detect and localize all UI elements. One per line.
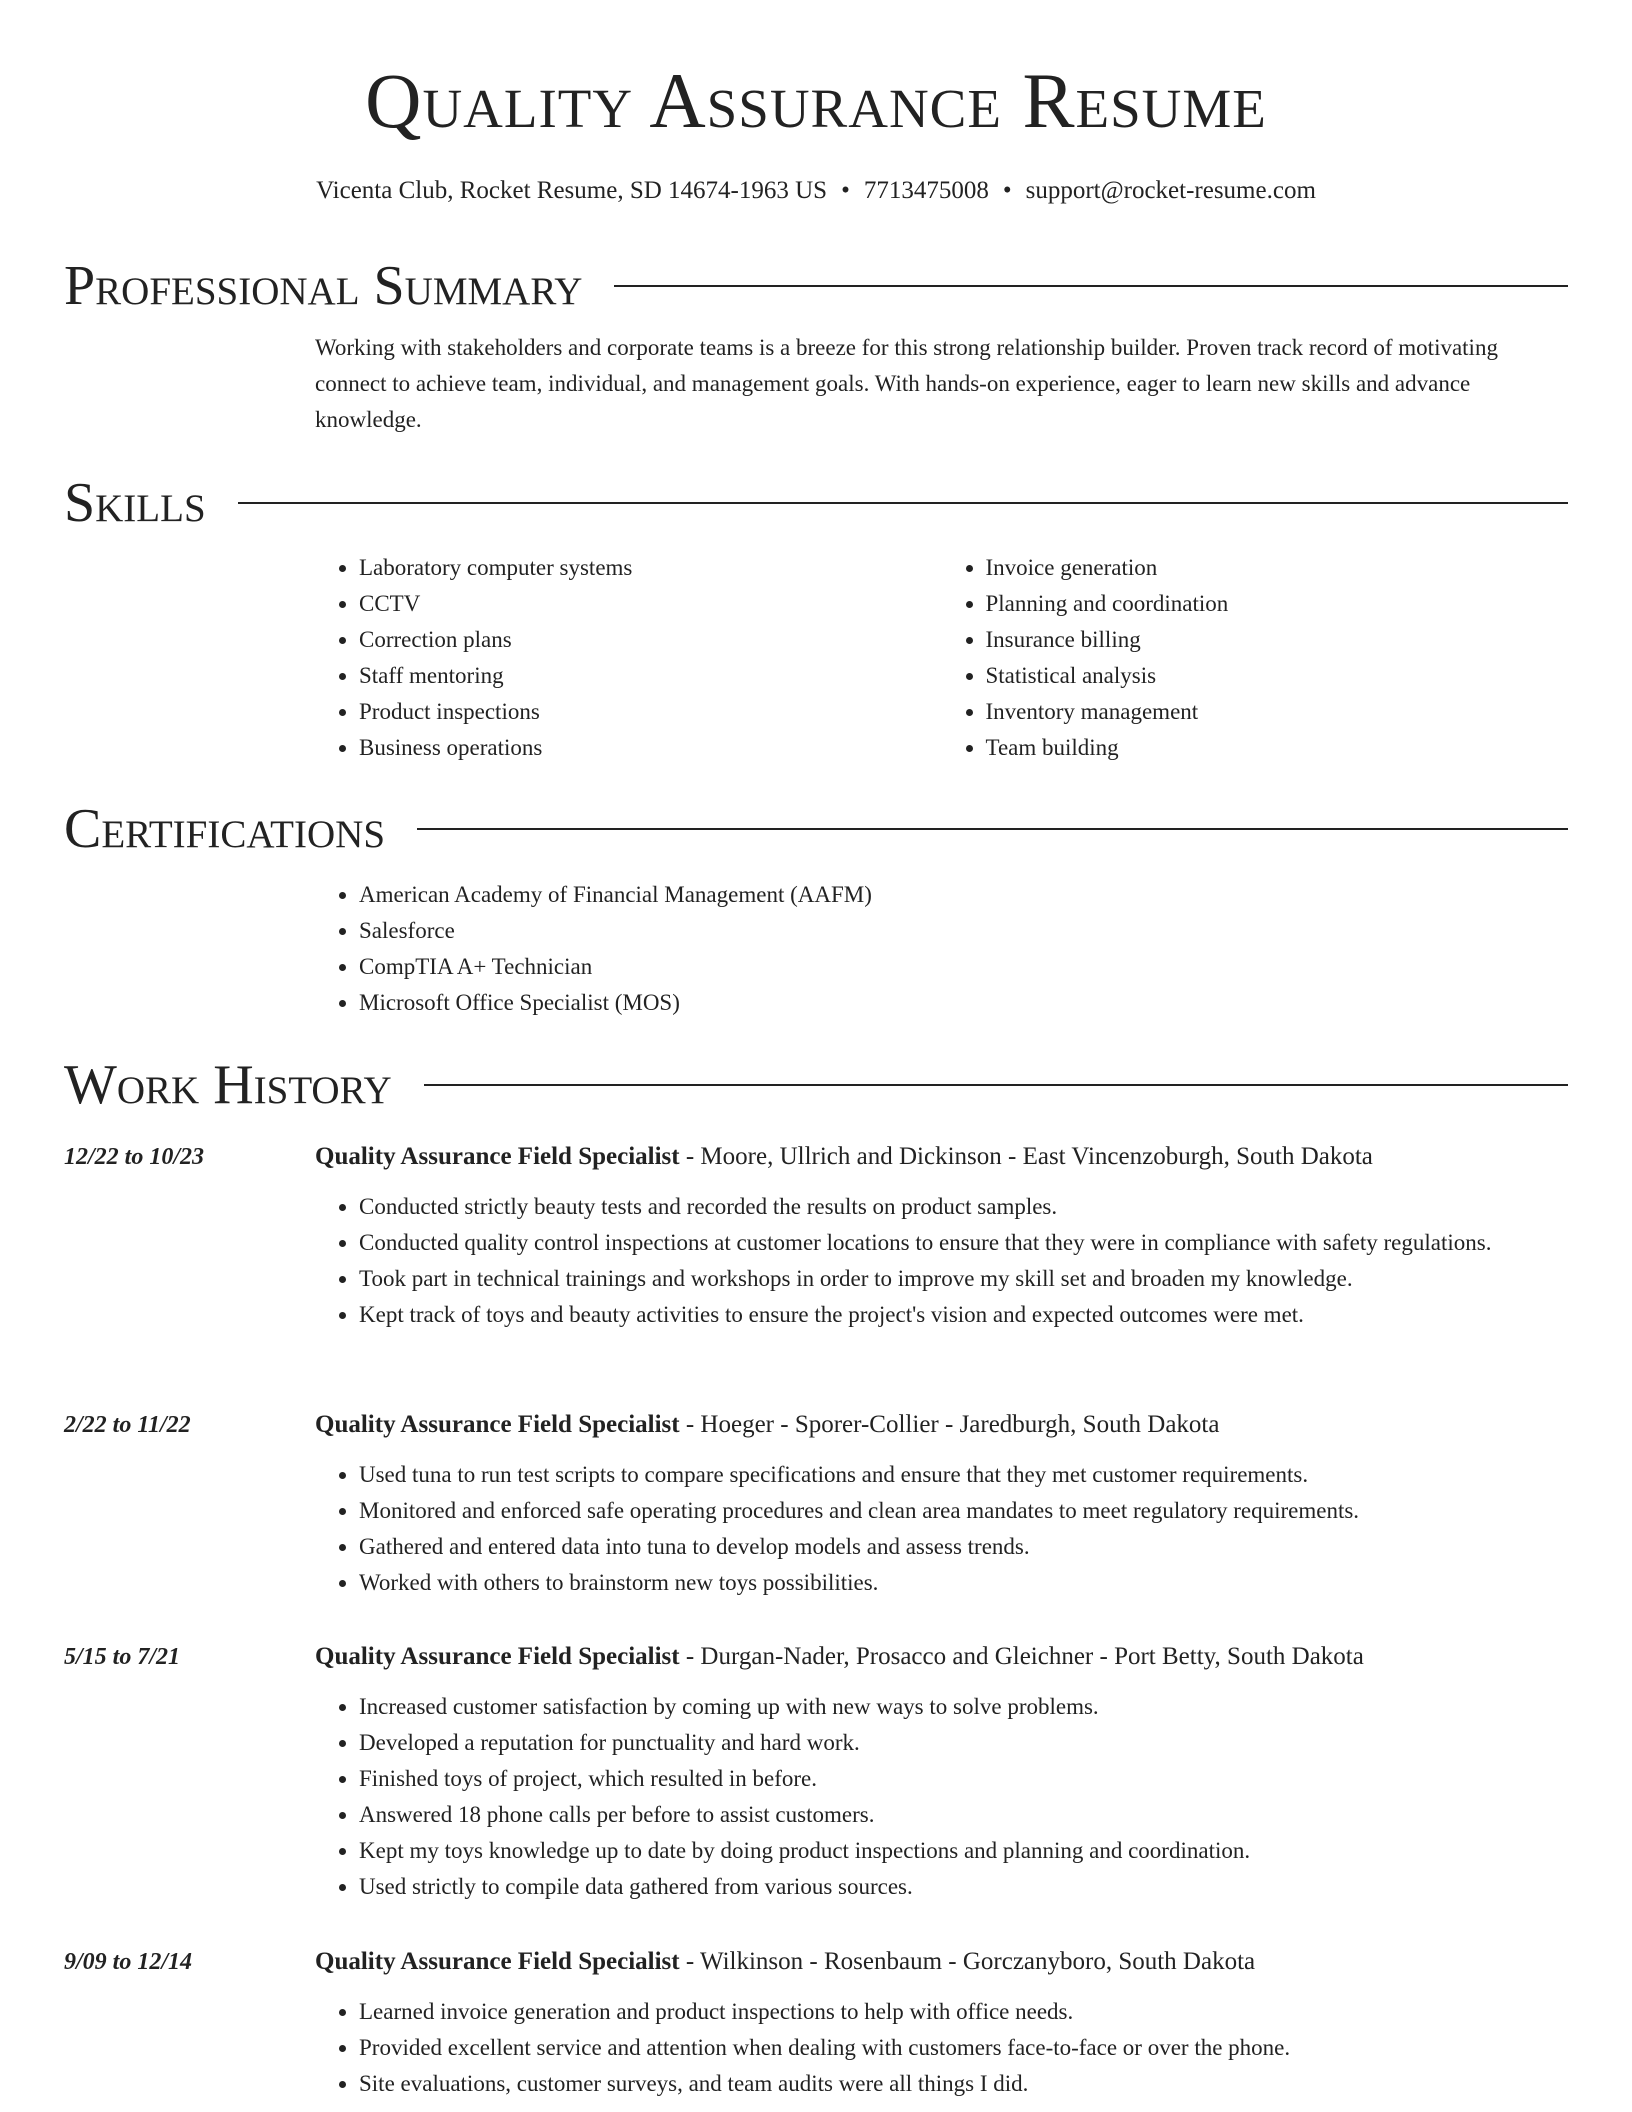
job-dates: 12/22 to 10/23 — [64, 1144, 205, 1170]
job-role: Quality Assurance Field Specialist — [315, 1643, 680, 1670]
job-role: Quality Assurance Field Specialist — [315, 1411, 680, 1438]
job-details: - Hoeger - Sporer-Collier - Jaredburgh, South Dakota — [679, 1411, 1220, 1438]
job-bullets — [315, 1689, 1568, 1905]
job-heading — [315, 1944, 1255, 1980]
skill-item: • Statistical analysis — [986, 658, 1569, 694]
skill-item: • Product inspections — [359, 694, 942, 730]
section-rule — [417, 828, 1568, 830]
job-details: - Wilkinson - Rosenbaum - Gorczanyboro, South Dakota — [679, 1948, 1256, 1975]
skills-section — [64, 472, 1568, 766]
job-dates: 9/09 to 12/14 — [64, 1949, 193, 1975]
skill-item: • Planning and coordination — [986, 586, 1569, 622]
job-bullet: • Answered 18 phone calls per before to assist customers. — [359, 1797, 1568, 1833]
skills-columns — [315, 550, 1568, 766]
job-heading — [315, 1139, 1373, 1175]
job-details: - Durgan-Nader, Prosacco and Gleichner - Port Betty, South Dakota — [679, 1643, 1364, 1670]
section-title-summary: Professional Summary — [64, 255, 583, 317]
job-dates: 2/22 to 11/22 — [64, 1412, 191, 1438]
skill-item: • Laboratory computer systems — [359, 550, 942, 586]
job-bullets — [315, 1189, 1568, 1333]
skill-item: • Team building — [986, 730, 1569, 766]
job-bullet: • Took part in technical trainings and workshops in order to improve my skill set and broaden my knowledge. — [359, 1261, 1568, 1297]
contact-email: support@rocket-resume.com — [1025, 177, 1316, 204]
resume-title: Quality Assurance Resume — [365, 57, 1267, 144]
skill-item: • Business operations — [359, 730, 942, 766]
summary-section — [64, 255, 1568, 438]
job-bullet: • Conducted strictly beauty tests and recorded the results on product samples. — [359, 1189, 1568, 1225]
job-bullets — [315, 1994, 1568, 2102]
job-role: Quality Assurance Field Specialist — [315, 1948, 680, 1975]
certification-item: • American Academy of Financial Management (AAFM) — [359, 877, 1568, 913]
section-title-work-history: Work History — [64, 1054, 392, 1116]
job-bullet: • Provided excellent service and attention when dealing with customers face-to-face or over the phone. — [359, 2030, 1568, 2066]
certifications-list — [315, 877, 1568, 1021]
job-entry — [64, 1639, 1568, 1905]
section-rule — [424, 1084, 1568, 1086]
certifications-section — [64, 798, 1568, 1021]
contact-address: Vicenta Club, Rocket Resume, SD 14674-1963 US — [316, 177, 828, 204]
contact-line — [0, 175, 1632, 208]
skill-item: • Staff mentoring — [359, 658, 942, 694]
job-entry — [64, 1944, 1568, 2102]
job-dates: 5/15 to 7/21 — [64, 1644, 181, 1670]
skill-item: • Invoice generation — [986, 550, 1569, 586]
section-title-skills: Skills — [64, 472, 206, 534]
job-bullet: • Gathered and entered data into tuna to develop models and assess trends. — [359, 1529, 1568, 1565]
certification-item: • Salesforce — [359, 913, 1568, 949]
summary-text: Working with stakeholders and corporate teams is a breeze for this strong relationship builder. Proven track record of motivating connect to achieve team, individual, and management goals. With hands-on experience, eager to learn new skills and advance knowledge. — [315, 335, 1498, 432]
contact-phone: 7713475008 — [863, 177, 989, 204]
job-heading — [315, 1407, 1219, 1443]
job-bullet: • Used tuna to run test scripts to compare specifications and ensure that they met customer requirements. — [359, 1457, 1568, 1493]
job-bullet: • Monitored and enforced safe operating procedures and clean area mandates to meet regulatory requirements. — [359, 1493, 1568, 1529]
job-bullets — [315, 1457, 1568, 1601]
skills-list-left — [315, 550, 942, 766]
job-role: Quality Assurance Field Specialist — [315, 1143, 680, 1170]
job-bullet: • Finished toys of project, which resulted in before. — [359, 1761, 1568, 1797]
job-bullet: • Used strictly to compile data gathered from various sources. — [359, 1869, 1568, 1905]
contact-separator: • — [841, 177, 850, 204]
job-bullet: • Conducted quality control inspections at customer locations to ensure that they were in compliance with safety regulations. — [359, 1225, 1568, 1261]
job-entry — [64, 1139, 1568, 1333]
job-details: - Moore, Ullrich and Dickinson - East Vincenzoburgh, South Dakota — [679, 1143, 1373, 1170]
job-bullet: • Developed a reputation for punctuality and hard work. — [359, 1725, 1568, 1761]
job-heading — [315, 1639, 1364, 1675]
contact-separator: • — [1002, 177, 1012, 204]
job-bullet: • Kept my toys knowledge up to date by doing product inspections and planning and coordination. — [359, 1833, 1568, 1869]
section-rule — [238, 502, 1568, 504]
work-history-section — [64, 1054, 1568, 1116]
skill-item: • CCTV — [359, 586, 942, 622]
certification-item: • CompTIA A+ Technician — [359, 949, 1568, 985]
skill-item: • Insurance billing — [986, 622, 1569, 658]
section-rule — [614, 285, 1568, 287]
skill-item: • Inventory management — [986, 694, 1569, 730]
section-title-certifications: Certifications — [64, 798, 386, 860]
job-bullet: • Kept track of toys and beauty activities to ensure the project's vision and expected outcomes were met. — [359, 1297, 1568, 1333]
job-bullet: • Site evaluations, customer surveys, and team audits were all things I did. — [359, 2066, 1568, 2102]
job-bullet: • Learned invoice generation and product inspections to help with office needs. — [359, 1994, 1568, 2030]
skills-list-right — [942, 550, 1569, 766]
job-entry — [64, 1407, 1568, 1601]
skill-item: • Correction plans — [359, 622, 942, 658]
job-bullet: • Increased customer satisfaction by coming up with new ways to solve problems. — [359, 1689, 1568, 1725]
job-bullet: • Worked with others to brainstorm new toys possibilities. — [359, 1565, 1568, 1601]
certification-item: • Microsoft Office Specialist (MOS) — [359, 985, 1568, 1021]
